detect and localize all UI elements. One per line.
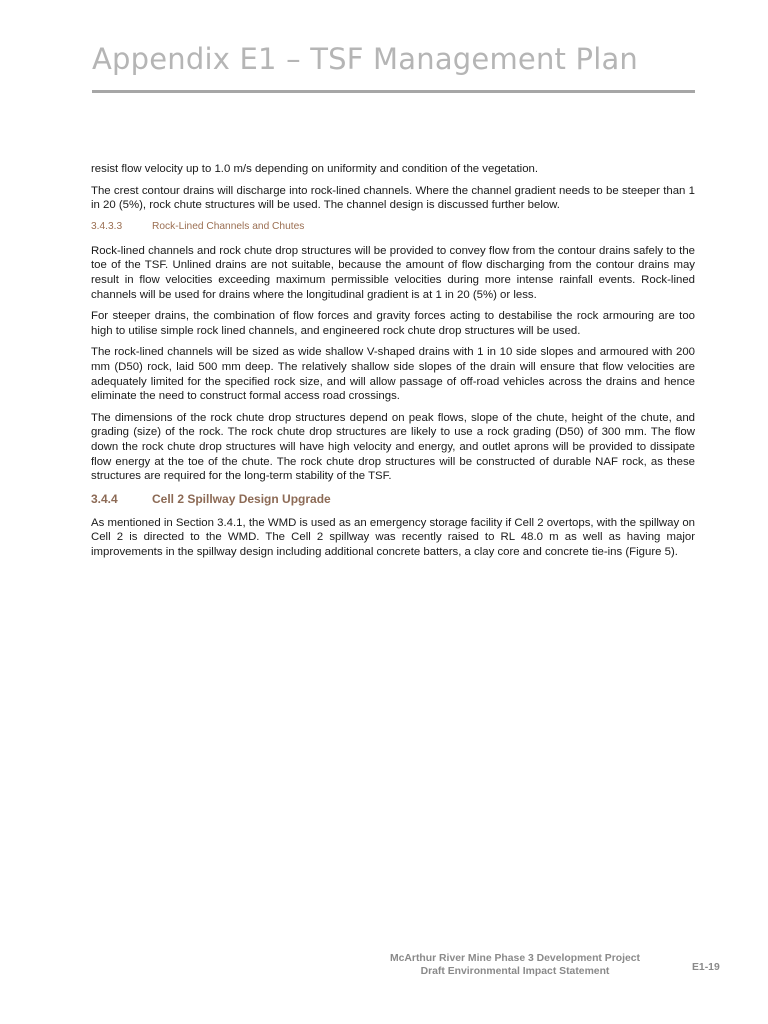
paragraph-steeper-drains: For steeper drains, the combination of flow forces and gravity forces acting to destabilise the rock armouring are too high to utilise simple rock lined channels, and engineered rock chute drop structures will be used.: [91, 310, 695, 337]
page-number: E1-19: [692, 962, 720, 973]
section-heading-3-4-4: [91, 492, 695, 507]
paragraph-rock-lined-channels: Rock-lined channels and rock chute drop structures will be provided to convey flow from the contour drains safely to the toe of the TSF. Unlined drains are not suitable, because the amount of flow discharging from the contour drains may result in flow velocities exceeding maximum permissible velocities during more intense rainfall events. Rock-lined channels will be used for drains where the longitudinal gradient is at 1 in 20 (5%) or less.: [91, 244, 695, 301]
section-number: 3.4.4: [91, 491, 118, 506]
paragraph-rock-chute-dimensions: The dimensions of the rock chute drop structures depend on peak flows, slope of the chute, height of the chute, and grading (size) of the rock. The rock chute drop structures are likely to use a rock grading (D50) of 300 mm. The flow down the rock chute drop structures will have high velocity and energy, and outlet aprons will be provided to dissipate flow energy at the toe of the chute. The rock chute drop structures will be constructed of durable NAF rock, as these structures are required for the long-term stability of the TSF.: [91, 411, 695, 483]
paragraph-vegetation-velocity: resist flow velocity up to 1.0 m/s depending on uniformity and condition of the vegetation.: [91, 163, 539, 175]
paragraph-cell2-spillway: As mentioned in Section 3.4.1, the WMD is used as an emergency storage facility if Cell 2 overtops, with the spillway on Cell 2 is directed to the WMD. The Cell 2 spillway was recently raised to RL 48.0 m as well as having major improvements in the spillway design including additional concrete batters, a clay core and concrete tie-ins (Figure 5).: [91, 516, 695, 558]
footer-project-name: McArthur River Mine Phase 3 Development Project: [389, 953, 641, 964]
section-heading-3-4-3-3: [91, 220, 695, 234]
page-header-title: Appendix E1 – TSF Management Plan: [92, 42, 639, 76]
section-title: Cell 2 Spillway Design Upgrade: [152, 491, 331, 506]
section-title: Rock-Lined Channels and Chutes: [152, 220, 305, 232]
paragraph-crest-contour-drains: The crest contour drains will discharge into rock-lined channels. Where the channel gradient needs to be steeper than 1 in 20 (5%), rock chute structures will be used. The channel design is discussed further below.: [91, 184, 695, 212]
document-body: [91, 162, 695, 566]
header-divider: [92, 90, 695, 93]
footer-document-type: Draft Environmental Impact Statement: [420, 966, 610, 978]
paragraph-channel-sizing: The rock-lined channels will be sized as wide shallow V-shaped drains with 1 in 10 side slopes and armoured with 200 mm (D50) rock, laid 500 mm deep. The relatively shallow side slopes of the drain will ensure that flow velocities are adequately limited for the specified rock size, and will allow passage of off-road vehicles across the drains and hence eliminate the need to construct formal access road crossings.: [91, 346, 695, 403]
footer-project-info: [360, 952, 670, 979]
section-number: 3.4.3.3: [91, 220, 123, 232]
